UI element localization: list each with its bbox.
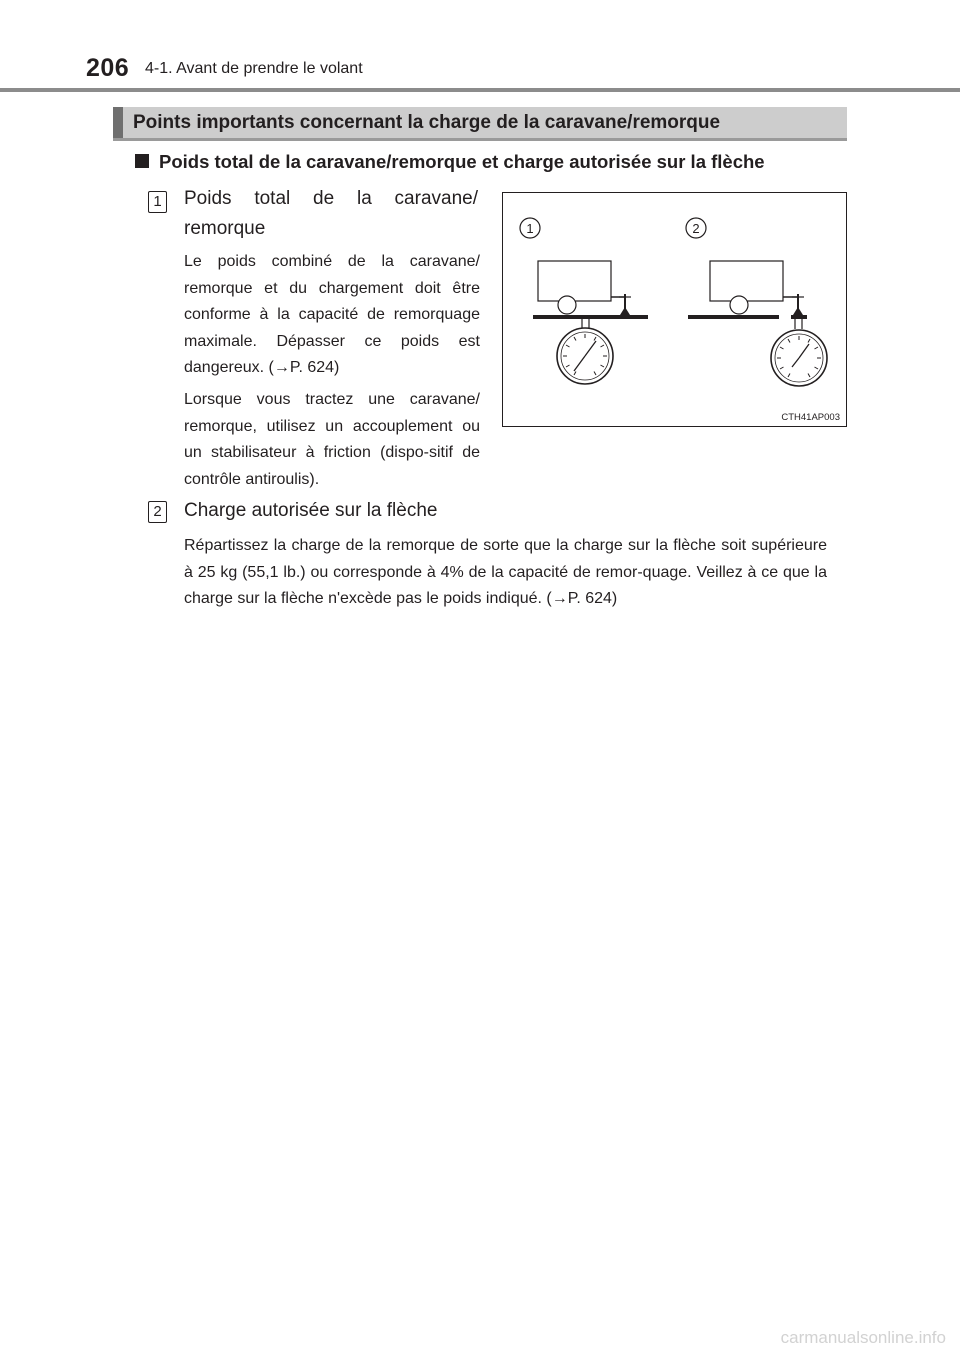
ground-line xyxy=(533,315,648,319)
banner-accent-bar xyxy=(113,107,123,138)
square-bullet-icon xyxy=(135,154,149,168)
running-title: 4-1. Avant de prendre le volant xyxy=(145,60,363,77)
watermark: carmanualsonline.info xyxy=(780,1328,946,1347)
coupler-pad xyxy=(791,315,807,319)
section-title: Points importants concernant la charge de la caravane/remorque xyxy=(133,112,721,133)
diagram-figure xyxy=(502,192,847,427)
page-number: 206 xyxy=(86,54,130,82)
trailer-icon xyxy=(538,261,631,317)
scale-gauge-icon xyxy=(557,319,613,384)
scale-gauge-icon xyxy=(771,319,827,386)
item-number-badge: 1 xyxy=(148,191,167,213)
trailer-icon xyxy=(710,261,804,317)
item-title: Poids total de la caravane/ remorque xyxy=(184,188,478,239)
subheading xyxy=(135,151,765,173)
item-number-badge: 2 xyxy=(148,501,167,523)
paragraph: Répartissez la charge de la remorque de sorte que la charge sur la flèche soit supérieure à 25 kg (55,1 lb.) ou corresponde à 4% de la capacité de remor-quage. Veillez à ce que la charge sur la flèche n'excède pas le poids indiqué. (→P. 624) xyxy=(184,537,827,607)
paragraph: Le poids combiné de la caravane/ remorque et du chargement doit être conforme à la capacité de remorquage maximale. Dépasser ce poids est dangereux. (→P. 624) xyxy=(184,253,480,376)
callout-2 xyxy=(686,218,706,238)
figure-code: CTH41AP003 xyxy=(781,412,840,423)
callout-1 xyxy=(520,218,540,238)
ground-line xyxy=(688,315,779,319)
item-title: Charge autorisée sur la flèche xyxy=(184,500,438,521)
paragraph: Lorsque vous tractez une caravane/ remorque, utilisez un accouplement ou un stabilisateur à friction (dispo-sitif de contrôle antiroulis). xyxy=(184,391,480,488)
callout-label: 1 xyxy=(526,221,534,236)
header-rule xyxy=(0,88,960,92)
subheading-text: Poids total de la caravane/remorque et charge autorisée sur la flèche xyxy=(159,151,765,172)
callout-label: 2 xyxy=(692,221,700,236)
section-banner xyxy=(113,107,847,141)
